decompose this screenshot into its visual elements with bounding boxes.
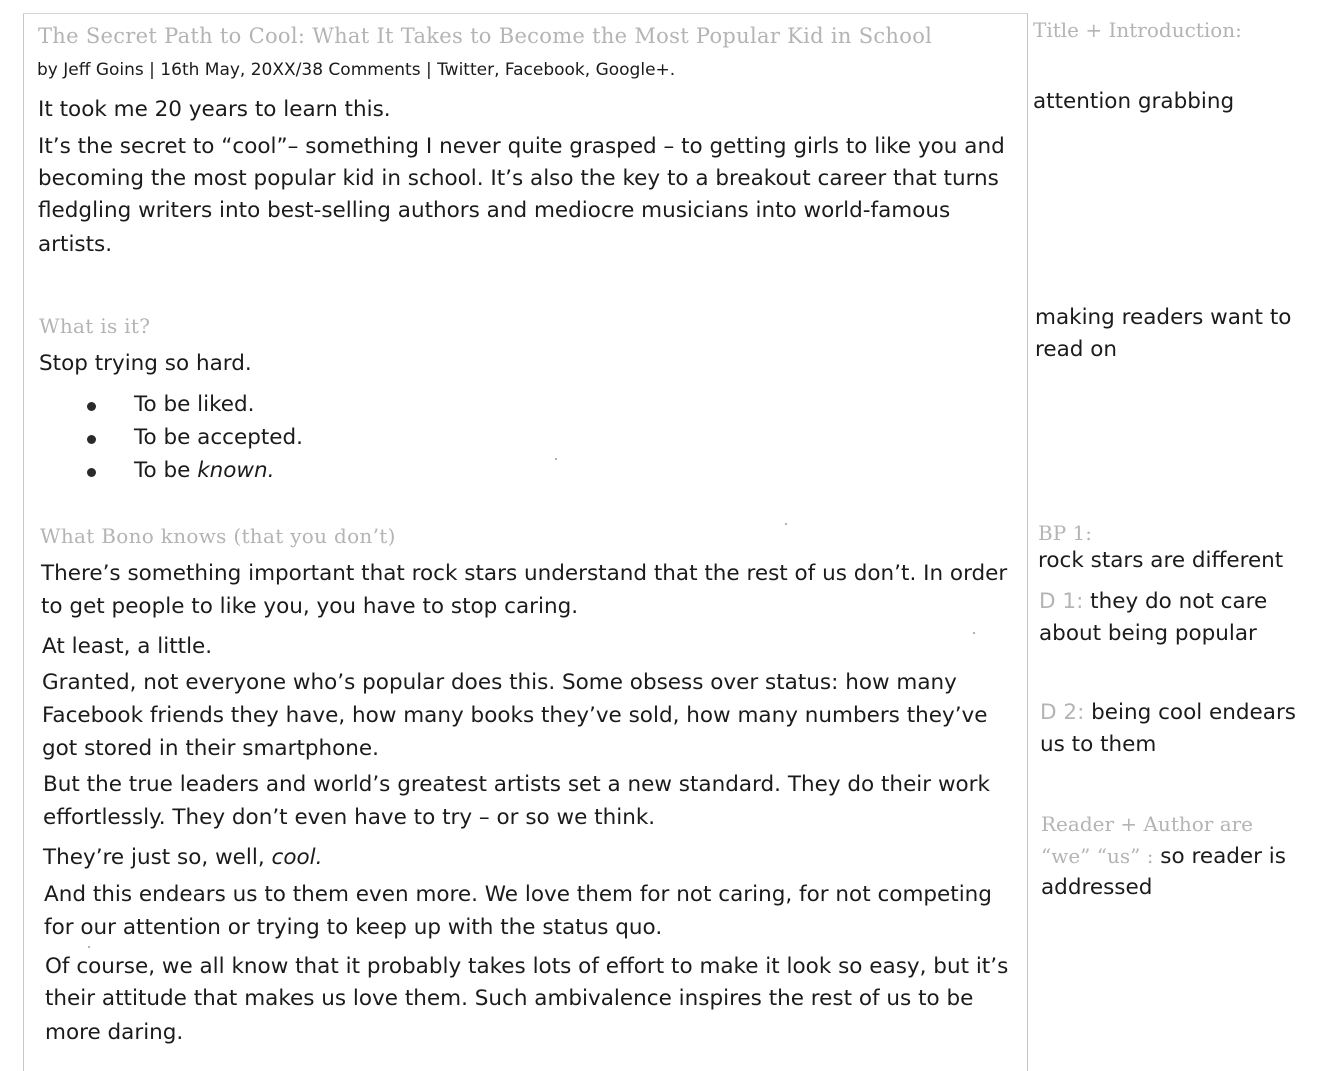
- text-run: being cool endears: [1091, 700, 1296, 725]
- section2-paragraph-5: [43, 842, 322, 874]
- text-line: It’s the secret to “cool”– something I never quite grasped – to getting girls to like you and: [38, 134, 1005, 159]
- text-emphasis: cool.: [271, 845, 323, 870]
- text-line: becoming the most popular kid in school. It’s also the key to a breakout career that turns: [38, 166, 999, 191]
- text-line: read on: [1035, 337, 1118, 362]
- bullet-icon: [87, 468, 96, 477]
- list-item-text: To be accepted.: [134, 425, 304, 450]
- text-line: about being popular: [1039, 621, 1257, 646]
- article-border-top: [23, 13, 1027, 14]
- text-line: for our attention or trying to keep up with the status quo.: [44, 915, 663, 940]
- text-line: Of course, we all know that it probably takes lots of effort to make it look so easy, but it’s: [45, 954, 1009, 979]
- text-line: to get people to like you, you have to stop caring.: [41, 594, 579, 619]
- section2-paragraph-2: At least, a little.: [42, 634, 213, 659]
- list-item-text: To be: [134, 458, 198, 483]
- article-byline: by Jeff Goins | 16th May, 20XX/38 Comments | Twitter, Facebook, Google+.: [37, 60, 676, 80]
- text-run: they do not care: [1090, 589, 1268, 614]
- list-item-emphasis: known.: [197, 458, 275, 483]
- column-divider: [1027, 13, 1028, 1071]
- list-item: [84, 389, 303, 422]
- text-line: got stored in their smartphone.: [42, 736, 379, 761]
- list-item: [84, 455, 303, 488]
- text-line: their attitude that makes us love them. Such ambivalence inspires the rest of us to be: [45, 986, 974, 1011]
- annotation-title-intro-label: Title + Introduction:: [1033, 18, 1242, 42]
- text-line: Facebook friends they have, how many books they’ve sold, how many numbers they’ve: [42, 703, 988, 728]
- bullet-icon: [87, 402, 96, 411]
- text-run: They’re just so, well,: [43, 845, 272, 870]
- intro-paragraph-1: It took me 20 years to learn this.: [38, 97, 391, 122]
- list-item: [84, 422, 303, 455]
- article-border-left: [23, 13, 24, 1071]
- section-heading-bono: What Bono knows (that you don’t): [40, 524, 396, 548]
- annotation-bp1-label: BP 1:: [1038, 521, 1092, 545]
- scan-speck: [785, 523, 787, 525]
- text-line: Granted, not everyone who’s popular does this. Some obsess over status: how many: [42, 670, 957, 695]
- annotation-attention: attention grabbing: [1033, 89, 1235, 114]
- annotation-d1-label: D 1:: [1039, 589, 1084, 614]
- text-line: But the true leaders and world’s greatest artists set a new standard. They do their work: [43, 772, 990, 797]
- text-line: Reader + Author are: [1041, 812, 1254, 836]
- text-line: [1040, 697, 1296, 729]
- text-line: [1039, 586, 1267, 618]
- annotation-d2-label: D 2:: [1040, 700, 1085, 725]
- text-line: fledgling writers into best-selling authors and mediocre musicians into world-famous: [38, 198, 951, 223]
- list-item-text: To be liked.: [134, 392, 255, 417]
- text-line: And this endears us to them even more. We love them for not caring, for not competing: [44, 882, 992, 907]
- scan-speck: [973, 632, 975, 634]
- section1-paragraph: Stop trying so hard.: [39, 351, 252, 376]
- text-line: more daring.: [45, 1020, 184, 1045]
- scan-speck: [555, 458, 557, 460]
- section-heading-what-is-it: What is it?: [39, 314, 151, 338]
- text-line: making readers want to: [1035, 305, 1292, 330]
- text-line: effortlessly. They don’t even have to try – or so we think.: [43, 805, 656, 830]
- annotation-bp1-text: rock stars are different: [1038, 548, 1284, 573]
- article-title: The Secret Path to Cool: What It Takes to Become the Most Popular Kid in School: [38, 24, 933, 48]
- annotation-we-us-label: “we” “us” :: [1041, 844, 1154, 868]
- text-line: There’s something important that rock stars understand that the rest of us don’t. In order: [41, 561, 1008, 586]
- bullet-list: [84, 389, 303, 488]
- text-line: artists.: [38, 232, 113, 257]
- scan-speck: [88, 946, 90, 948]
- text-line: [1041, 840, 1286, 873]
- text-line: addressed: [1041, 875, 1153, 900]
- bullet-icon: [87, 435, 96, 444]
- text-line: us to them: [1040, 732, 1157, 757]
- text-run: so reader is: [1160, 844, 1286, 869]
